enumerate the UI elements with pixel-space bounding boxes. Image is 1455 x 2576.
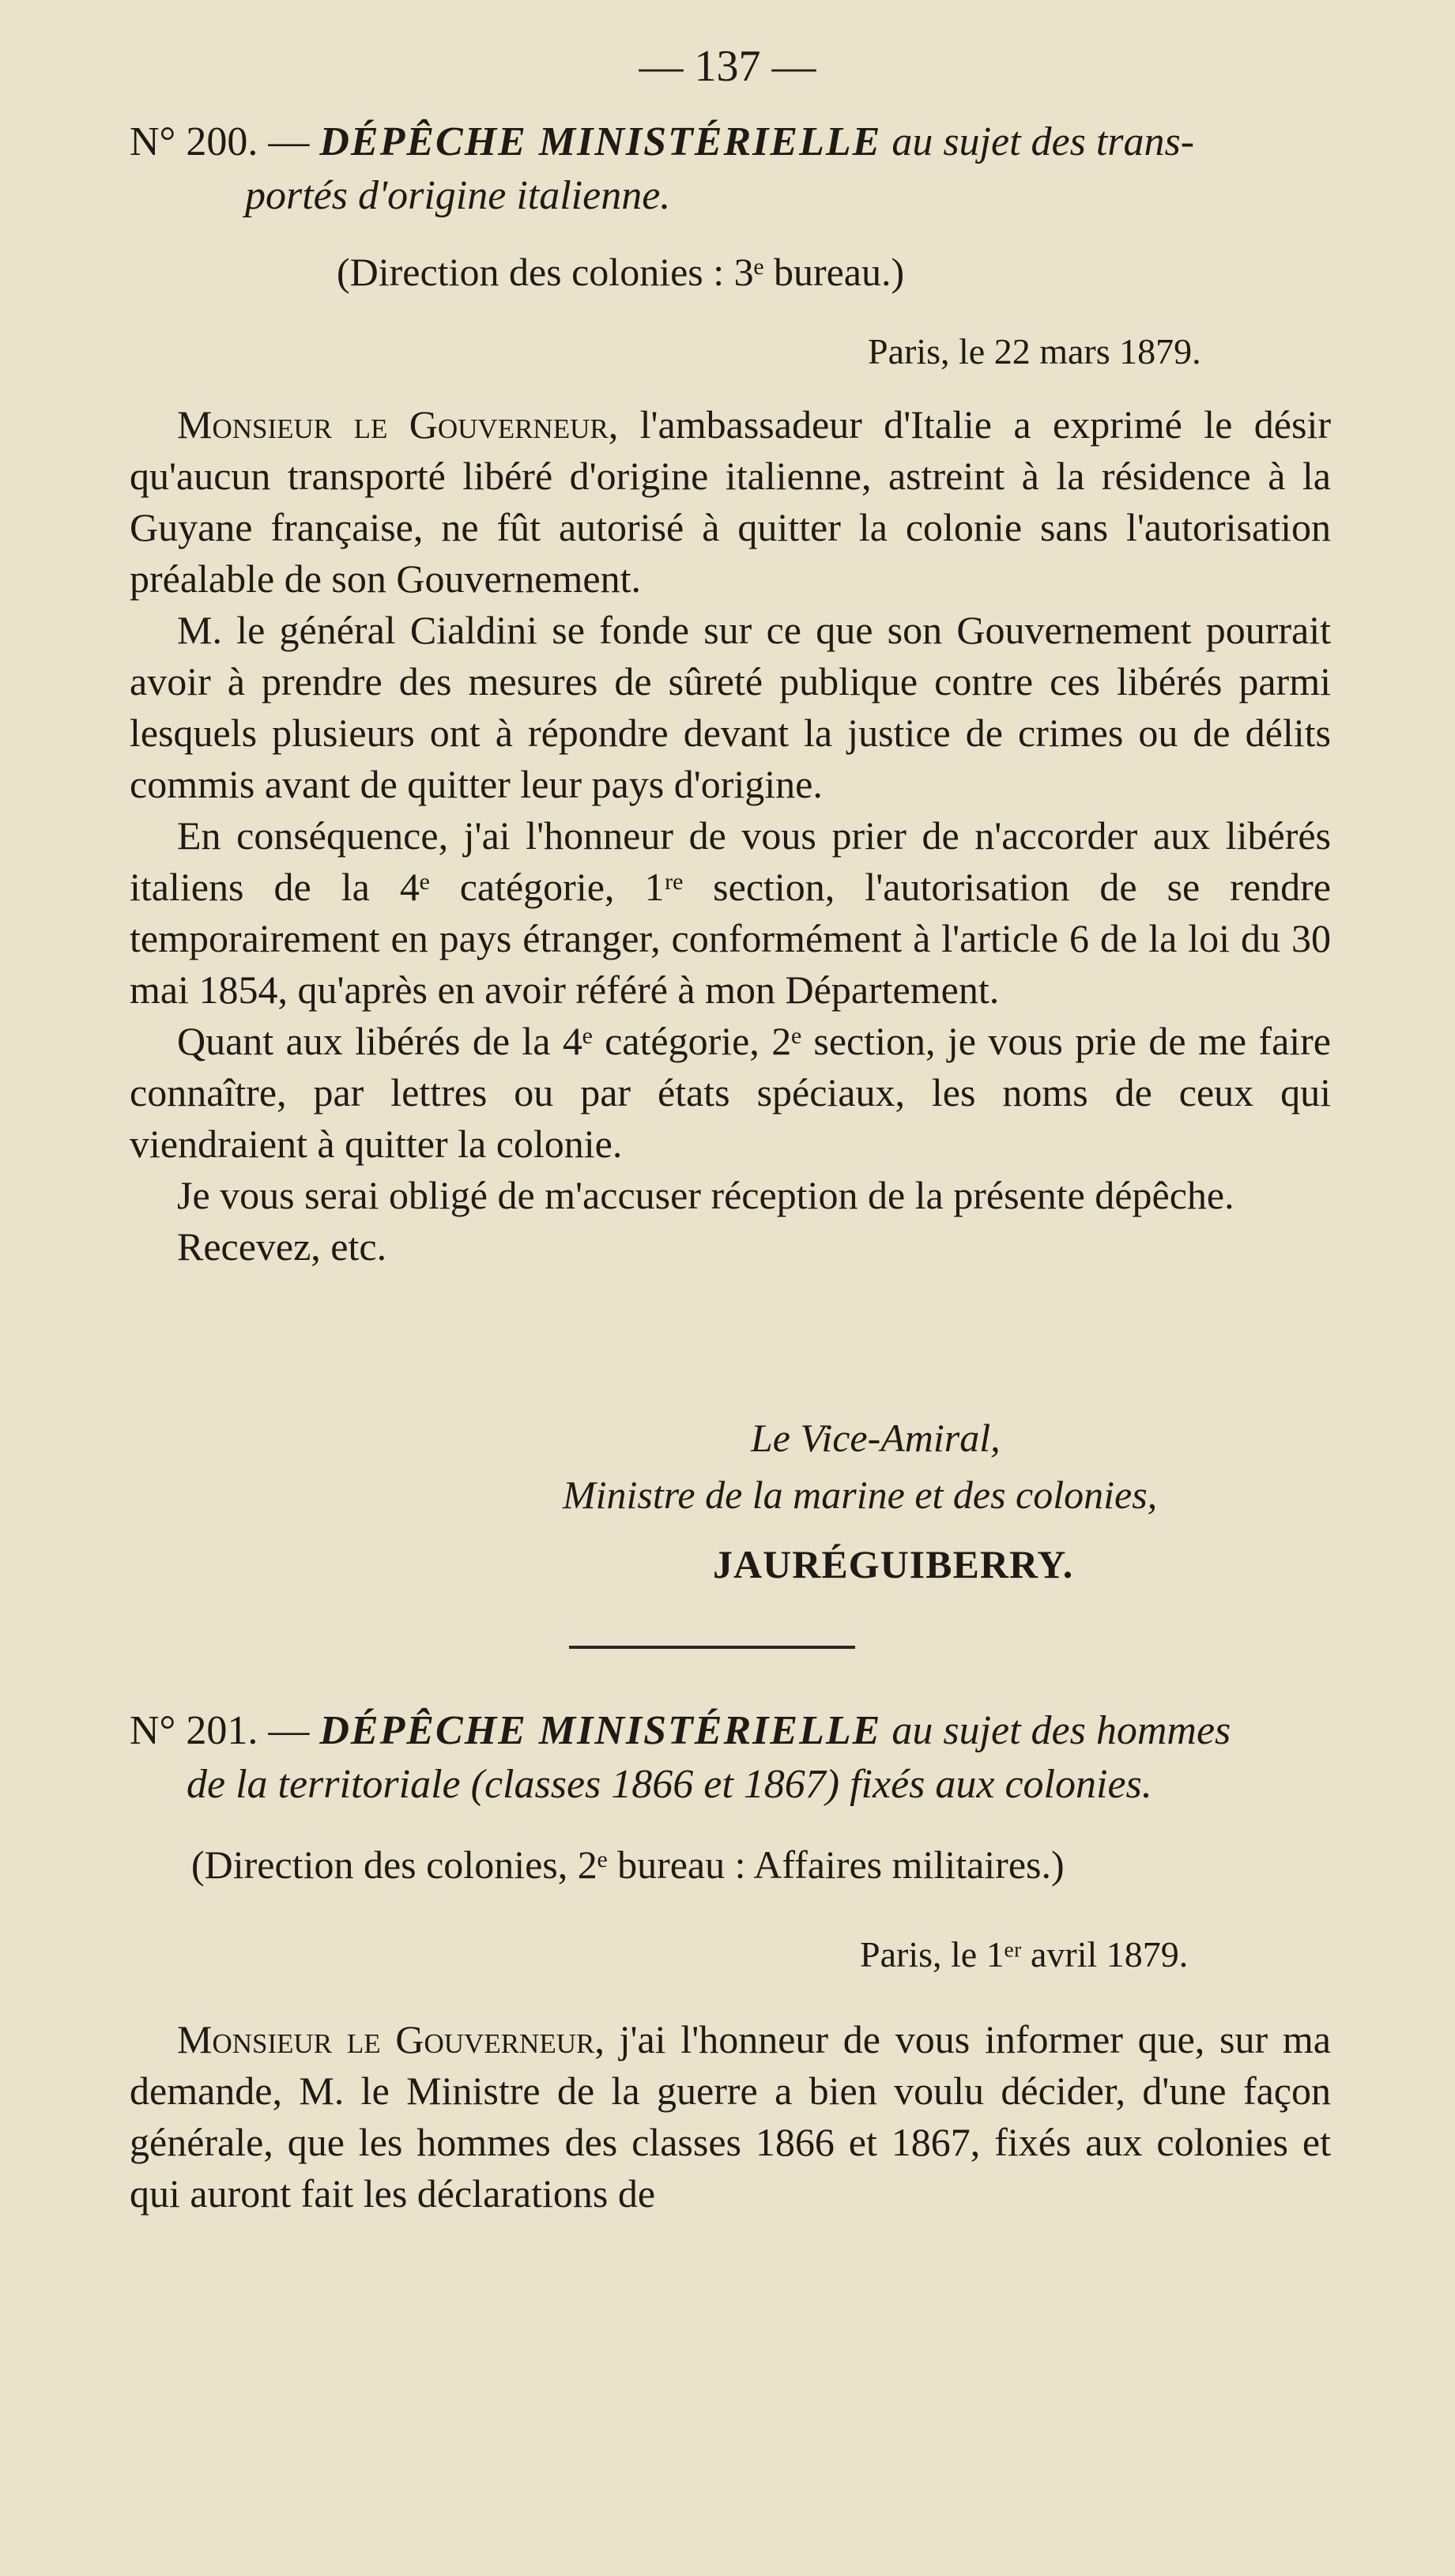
doc2-title: DÉPÊCHE MINISTÉRIELLE [319, 1708, 882, 1753]
doc1-signature-role: Ministre de la marine et des colonies, [563, 1473, 1158, 1517]
page-number: — 137 — [639, 42, 816, 91]
doc1-paragraph-5: Je vous serai obligé de m'accuser réception de la présente dépêche. [177, 1173, 1234, 1217]
doc1-heading [130, 119, 1194, 165]
doc2-paragraph-1: Monsieur le Gouverneur, j'ai l'honneur de vous informer que, sur ma demande, M. le Ministre de la guerre a bien voulu décider, d'une façon générale, que les hommes des classes 1866 et 1867, fixés aux colonies et qui auront fait les déclarations de [130, 2017, 1331, 2216]
doc1-direction: (Direction des colonies : 3ᵉ bureau.) [337, 250, 905, 294]
doc1-signature-name: JAURÉGUIBERRY. [713, 1542, 1074, 1586]
doc2-subject-line1: au sujet des hommes [881, 1708, 1231, 1753]
doc1-subject-line1: au sujet des trans- [881, 119, 1195, 164]
doc2-heading [130, 1707, 1231, 1754]
doc1-date: Paris, le 22 mars 1879. [868, 331, 1201, 372]
doc2-number: N° 201. — [130, 1708, 320, 1753]
doc1-body [130, 399, 1331, 1273]
doc1-subject-line2: portés d'origine italienne. [245, 173, 671, 218]
doc1-paragraph-3: En conséquence, j'ai l'honneur de vous prier de n'accorder aux libérés italiens de la 4ᵉ catégorie, 1ʳᵉ section, l'autorisation de se rendre temporairement en pays étranger, conformément à l'article 6 de la loi du 30 mai 1854, qu'après en avoir référé à mon Département. [130, 813, 1331, 1012]
section-divider [569, 1646, 855, 1649]
doc2-body [130, 2014, 1331, 2220]
doc1-signature-title: Le Vice-Amiral, [751, 1416, 1001, 1460]
doc2-subject-line2: de la territoriale (classes 1866 et 1867) fixés aux colonies. [187, 1762, 1152, 1807]
doc1-number: N° 200. — [130, 119, 320, 164]
doc1-paragraph-1: Monsieur le Gouverneur, l'ambassadeur d'Italie a exprimé le désir qu'aucun transporté libéré d'origine italienne, astreint à la résidence à la Guyane française, ne fût autorisé à quitter la colonie sans l'autorisation préalable de son Gouvernement. [130, 402, 1332, 601]
doc2-salutation: Monsieur le Gouverneur [177, 2017, 595, 2061]
doc1-salutation: Monsieur le Gouverneur [177, 402, 609, 447]
doc2-date: Paris, le 1ᵉʳ avril 1879. [860, 1934, 1189, 1974]
doc1-paragraph-2: M. le général Cialdini se fonde sur ce que son Gouvernement pourrait avoir à prendre des mesures de sûreté publique contre ces libérés parmi lesquels plusieurs ont à répondre devant la justice de crimes ou de délits commis avant de quitter leur pays d'origine. [130, 608, 1331, 806]
doc1-title: DÉPÊCHE MINISTÉRIELLE [319, 119, 882, 164]
doc1-paragraph-4: Quant aux libérés de la 4ᵉ catégorie, 2ᵉ section, je vous prie de me faire connaître, par lettres ou par états spéciaux, les noms de ceux qui viendraient à quitter la colonie. [130, 1019, 1331, 1166]
doc2-direction: (Direction des colonies, 2ᵉ bureau : Affaires militaires.) [191, 1842, 1065, 1887]
doc1-paragraph-6: Recevez, etc. [177, 1224, 387, 1269]
